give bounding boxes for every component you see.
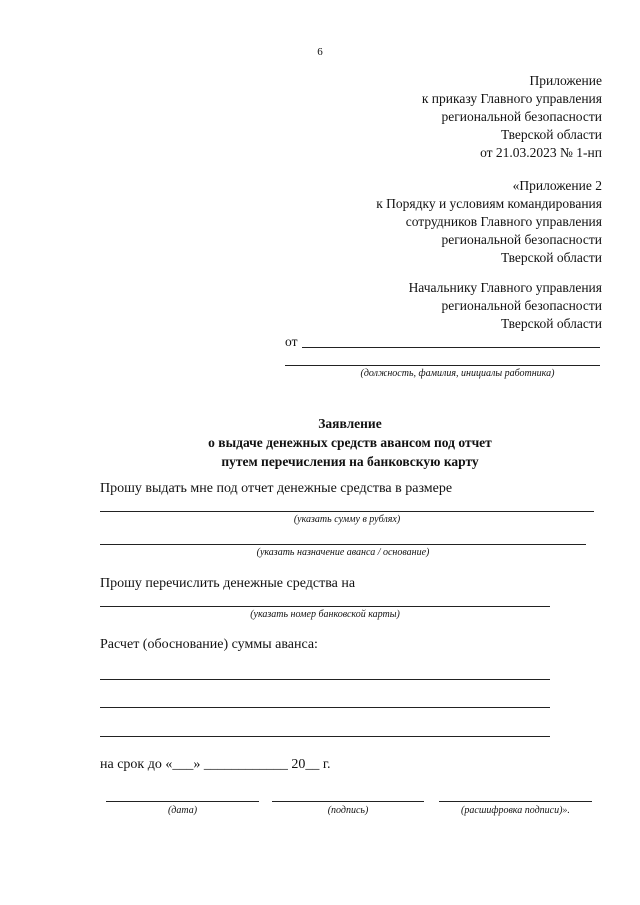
annex-block: [242, 72, 602, 162]
amount-line: [100, 511, 594, 512]
decode-caption: (расшифровка подписи)».: [461, 805, 570, 816]
from-line: [302, 347, 600, 348]
addressee-block: [242, 279, 602, 333]
title-line: путем перечисления на банковскую карту: [221, 454, 479, 469]
decode-line: [439, 801, 592, 802]
card-caption: (указать номер банковской карты): [250, 609, 400, 620]
purpose-caption: (указать назначение аванса / основание): [256, 547, 430, 558]
annex-line: Приложение: [529, 73, 602, 88]
date-caption: (дата): [167, 805, 198, 816]
page-number: 6: [317, 46, 323, 58]
annex2-line: Тверской области: [501, 250, 602, 265]
annex2-line: «Приложение 2: [512, 178, 602, 193]
request-text: Прошу выдать мне под отчет денежные средства в размере: [100, 481, 453, 496]
sign-line: [272, 801, 424, 802]
calc-text: Расчет (обоснование) суммы аванса:: [100, 637, 318, 652]
purpose-line: [100, 544, 586, 545]
addressee-line: региональной безопасности: [441, 298, 602, 313]
amount-caption: (указать сумму в рублях): [293, 514, 401, 525]
document-title: [0, 414, 640, 471]
annex2-line: к Порядку и условиям командирования: [376, 196, 602, 211]
annex-line: к приказу Главного управления: [421, 91, 602, 106]
annex2-line: сотрудников Главного управления: [405, 214, 602, 229]
addressee-line: Тверской области: [501, 316, 602, 331]
from-label: от: [285, 334, 298, 349]
card-line: [100, 606, 550, 607]
annex-line: от 21.03.2023 № 1-нп: [480, 145, 602, 160]
calc-line-3: [100, 736, 550, 737]
from-caption: (должность, фамилия, инициалы работника): [360, 368, 555, 379]
addressee-line: Начальнику Главного управления: [408, 280, 602, 295]
calc-line-1: [100, 679, 550, 680]
title-line: Заявление: [318, 416, 382, 431]
annex-line: региональной безопасности: [441, 109, 602, 124]
transfer-text: Прошу перечислить денежные средства на: [100, 576, 356, 591]
calc-line-2: [100, 707, 550, 708]
date-line: [106, 801, 259, 802]
annex-line: Тверской области: [501, 127, 602, 142]
annex2-line: региональной безопасности: [441, 232, 602, 247]
term-text: на срок до «___» ____________ 20__ г.: [100, 757, 331, 772]
annex2-block: [242, 177, 602, 267]
sign-caption: (подпись): [327, 805, 369, 816]
title-line: о выдаче денежных средств авансом под отчет: [208, 435, 492, 450]
from-line-2: [285, 365, 600, 366]
